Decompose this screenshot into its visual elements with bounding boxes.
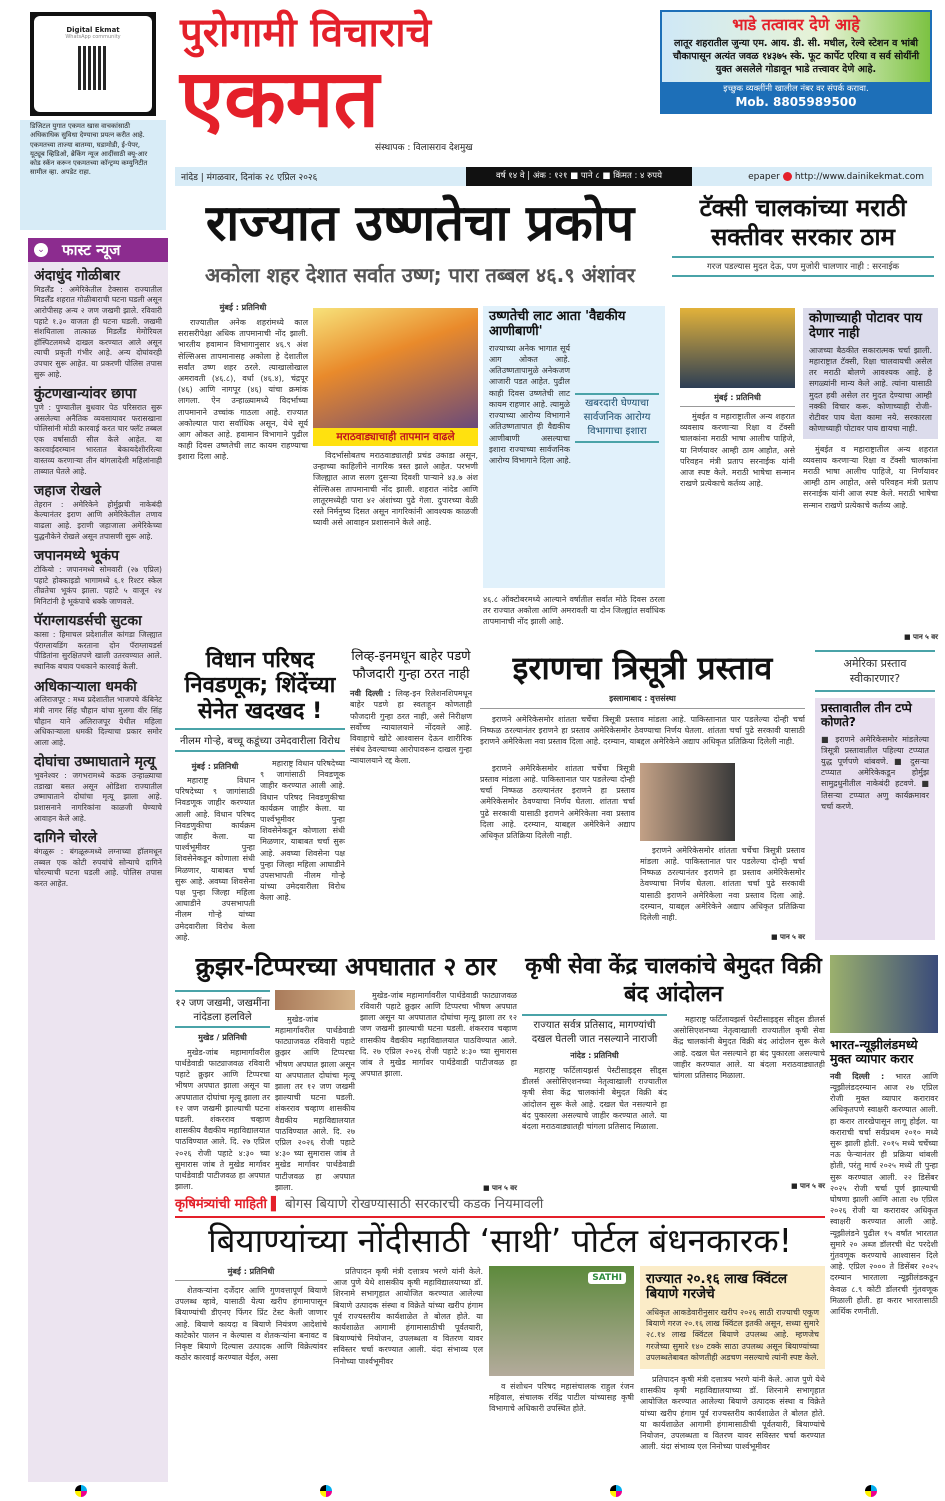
livein-body: नवी दिल्ली : लिव्ह-इन रिलेशनशिपमधून बाहेर पडणे हा स्वतःहून कोणताही फौजदारी गुन्हा ठरत नाही, असे निरीक्षण सर्वोच्च न्यायालयाने नोंदवले आहे. विवाहाचे खोटे आश्वासन देऊन शारीरिक संबंध ठेवल्याच्या आरोपावरून दाखल गुन्हा न्यायालयाने रद्द केला. (350, 689, 473, 766)
accident-subline: १२ जण जखमी, जखमींना नांदेडला हलविले (175, 990, 270, 1028)
krishi-body-2: महाराष्ट्र फर्टिलायझर्स पेस्टीसाइड्स सीड्स डीलर्स असोसिएशनच्या नेतृत्वाखाली राज्यातील कृषी सेवा केंद्र चालकांनी बेमुदत विक्री बंद आंदोलन सुरू केले आहे. दखल घेत नसल्याने हा बंद पुकारला असल्याचे जाहीर करण्यात आले. या बंदला मराठवाड्यातही चांगला प्रतिसाद मिळाला. (673, 1015, 825, 1081)
issue-info: वर्ष १४ वे | अंक : १२१ ■ पाने ८ ■ किंमत : ४ रुपये (466, 167, 692, 186)
seeds-body: शेतकऱ्यांना दर्जेदार आणि गुणवत्तापूर्ण बियाणे उपलब्ध व्हावे, यासाठी येत्या खरीप हंगामापासून बियाण्यांची डीएनए फिंगर प्रिंट टेस्ट केली जाणार आहे. बियाणे कायदा व बियाणे नियंत्रण आदेशांचे काटेकोर पालन न केल्यास व शेतकऱ्यांना बनावट व निकृष्ट बियाणे दिल्यास उत्पादक आणि विक्रेत्यांवर कठोर कारवाई करण्यात येईल, असा (175, 1285, 327, 1363)
taxi-side-box (803, 308, 938, 439)
iran-story (480, 650, 805, 942)
accident-body-2: मुखेड-जांब महामार्गावरील पार्थडेवाडी फाट्याजवळ रविवारी पहाटे क्रुझर आणि टिप्परचा भीषण अपघात झाला असून या अपघातात दोघांचा मृत्यू झाला तर १२ जण जखमी झाल्याची घटना घडली. शंकरराव चव्हाण शासकीय वैद्यकीय महाविद्यालयात पाठविण्यात आले. दि. २७ एप्रिल २०२६ रोजी पहाटे ४:३० च्या सुमारास जांब ते मुखेड मार्गावर पार्थडेवाडी पाटीजवळ हा अपघात झाला. (275, 1014, 355, 1192)
seeds-box (640, 1266, 825, 1369)
fast-news-column (28, 238, 168, 1482)
photo-caption: मराठवाड्याचाही तापमान वाढले (313, 428, 478, 446)
seeds-box-body: अधिकृत आकडेवारीनुसार खरीप २०२६ साठी राज्याची एकूण बियाणे गरज २०.१६ लाख क्विंटल इतकी असून, सध्या सुमारे २८.१४ लाख क्विंटल बियाणे उपलब्ध आहे. म्हणजेच गरजेच्या सुमारे १४० टक्के साठा उपलब्ध असून बियाण्यांच्या उपलब्धतेबाबत कोणतीही अडचण नसल्याचे त्यांनी स्पष्ट केले. (646, 1307, 819, 1362)
sathi-logo: SATHI (588, 1272, 626, 1284)
accident-body: मुखेड-जांब महामार्गावरील पार्थडेवाडी फाट्याजवळ रविवारी पहाटे क्रुझर आणि टिप्परचा भीषण अपघात झाला असून या अपघातात दोघांचा मृत्यू झाला तर १२ जण जखमी झाल्याची घटना घडली. शंकरराव चव्हाण शासकीय वैद्यकीय महाविद्यालयात पाठविण्यात आले. दि. २७ एप्रिल २०२६ रोजी पहाटे ४:३० च्या सुमारास जांब ते मुखेड मार्गावर पार्थडेवाडी पाटीजवळ हा अपघात झाला. (175, 1047, 270, 1192)
taxi-col-1 (680, 308, 795, 640)
seeds-kicker-2: बोगस बियाणे रोखण्यासाठी सरकारची कडक नियमावली (285, 1197, 544, 1212)
registration-mark (865, 1485, 877, 1497)
seeds-body-2: प्रतिपादन कृषी मंत्री दत्तात्रय भरणे यांनी केले. आज पुणे येथे शासकीय कृषी महाविद्यालयाच्या डॉ. शिरनामे सभागृहात आयोजित करण्यात आलेल्या बियाणे उत्पादक संस्था व विक्रेते यांच्या खरीप हंगाम पूर्व राज्यस्तरीय कार्यशाळेत ते बोलत होते. या कार्यशाळेत आगामी हंगामासाठीची पूर्वतयारी, बियाण्यांचे नियोजन, उपलब्धता व वितरण यावर सविस्तर चर्चा करण्यात आली. यंदा संभाव्य एल निनोच्या पार्श्वभूमीवर (333, 1266, 483, 1366)
masthead-tagline: पुरोगामी विचाराचे (180, 10, 432, 56)
registration-mark (320, 1485, 332, 1497)
iran-dateline: इस्लामाबाद : वृत्तसंस्था (480, 687, 805, 709)
fast-news-item[interactable]: अधिकाऱ्याला धमकी अलिराजपूर : मध्य प्रदेशातील भाजपचे कॅबिनेट मंत्री नागर सिंह चौहान यांचा मुलगा वीर सिंह चौहान याने अलिराजपूर येथील महिला अधिकाऱ्याला धमकी दिल्याचा प्रकार समोर आला आहे. (34, 678, 162, 747)
globe-icon (783, 172, 792, 181)
taxi-col-2 (803, 308, 938, 642)
ad-title: भाडे तत्वावर देणे आहे (732, 15, 860, 34)
lead-body-2: विदर्भासोबतच मराठवाड्यातही प्रचंड उकाडा असून, उन्हाच्या काहिलीने नागरिक त्रस्त झाले आहेत. परभणी जिल्ह्यात आज सलग दुसऱ्या दिवशी पाऱ्याने ४३.७ अंश सेल्सिअस तापमानाची नोंद झाली. शहरात नांदेड आणि लातूरमध्येही पारा ४२ अंशांच्या पुढे गेला. दुपारच्या वेळी रस्ते निर्मनुष्य दिसत असून नागरिकांनी आवश्यक काळजी घ्यावी असे आवाहन प्रशासनाने केले आहे. (313, 451, 478, 528)
lead-subhead: अकोला शहर देशात सर्वात उष्ण; पारा तब्बल ४६.९ अंशांवर (204, 263, 636, 287)
krishi-headline: कृषी सेवा केंद्र चालकांचे बेमुदत विक्री बंद आंदोलन (525, 954, 822, 1007)
krishi-continued-link[interactable]: ■ पान ५ वर (791, 1182, 825, 1190)
lead-footnote: ४६.८ ऑक्टोबरमध्ये आल्याने वर्षातील सर्वात मोठे दिवस ठरला तर राज्यात अकोला आणि अमरावती या दोन जिल्ह्यांत सर्वाधिक तापमानाची नोंद झाली आहे. (483, 595, 665, 627)
heat-column (483, 306, 665, 640)
taxi-headline: टॅक्सी चालकांच्या मराठी सक्तीवर सरकार ठाम (699, 194, 907, 251)
seeds-box-title: राज्यात २०.१६ लाख क्विंटल बियाणे गरजेचे (646, 1270, 788, 1303)
krishi-story (522, 953, 825, 1191)
livein-story (350, 648, 472, 936)
taxi-side-title: कोणाच्याही पोटावर पाय देणार नाही (809, 311, 922, 341)
accident-headline: क्रुझर-टिप्परच्या अपघातात २ ठार (195, 952, 497, 981)
council-body: महाराष्ट्र विधान परिषदेच्या ९ जागांसाठी निवडणूक जाहीर करण्यात आली आहे. विधान परिषद निवडणुकीचा कार्यक्रम जाहीर केला. या पार्श्वभूमीवर पुन्हा शिवसेनेकडून कोणाला संधी मिळणार, याबाबत चर्चा सुरू आहे. अवघ्या शिवसेना पक्ष पुन्हा जिल्हा महिला आघाडीने उपसभापती नीलम गोऱ्हे यांच्या उमेदवारीला विरोध केला आहे. (175, 775, 255, 942)
taxi-header (672, 194, 934, 304)
accident-continued-link[interactable]: ■ पान ५ वर (483, 1184, 517, 1192)
ad-body: लातूर शहरातील जुन्या एम. आय. डी. सी. मधील, रेल्वे स्टेशन व भांबी चौकापासून अत्यंत जवळ १४३७५ स्के. फूट कार्पेट एरिया व सर्व सोयींनी युक्त असलेले गोडावून भाडे तत्त्वावर देणे आहे. (672, 38, 920, 75)
accident-body-3: मुखेड-जांब महामार्गावरील पार्थडेवाडी फाट्याजवळ रविवारी पहाटे क्रुझर आणि टिप्परचा भीषण अपघात झाला असून या अपघातात दोघांचा मृत्यू झाला तर १२ जण जखमी झाल्याची घटना घडली. शंकरराव चव्हाण शासकीय वैद्यकीय महाविद्यालयात पाठविण्यात आले. दि. २७ एप्रिल २०२६ रोजी पहाटे ४:३० च्या सुमारास जांब ते मुखेड मार्गावर पार्थडेवाडी पाटीजवळ हा अपघात झाला. (360, 990, 517, 1079)
heat-box-body: खबरदारी घेण्याचा सार्वजनिक आरोग्य विभागाचा इशारा राज्याच्या अनेक भागात सूर्य आग ओकत आहे. अतिउष्णतापामुळे अनेकजण आजारी पडत आहेत. पुढील काही दिवस उष्णतेची लाट कायम राहणार आहे. त्यामुळे राज्याच्या आरोग्य विभागाने अतिउष्णतापात ही वैद्यकीय आणीबाणी असल्याचा इशारा राज्याच्या सार्वजनिक आरोग्य विभागाने दिला आहे. (489, 343, 659, 584)
iran-tag: अमेरिका प्रस्ताव स्वीकारणार? (815, 650, 935, 692)
seeds-body-3: व संशोधन परिषद महासंचालक राहुल रंजन महिवाल, संचालक रविंद्र पाटील यांच्यासह कृषी विभागाचे अधिकारी उपस्थित होते. (489, 1381, 634, 1414)
iran-stages-box (815, 698, 935, 940)
krishi-subline: राज्यात सर्वत्र प्रतिसाद, मागण्यांची दखल घेतली जात नसल्याने नाराजी (522, 1014, 667, 1046)
qr-code-icon[interactable] (78, 46, 108, 90)
council-subline: नीलम गोऱ्हे, बच्चू कडूंच्या उमेदवारीला विरोध (175, 728, 345, 752)
seed-sowing-photo (489, 1266, 634, 1376)
fast-news-header (28, 238, 168, 262)
iran-side (815, 650, 935, 940)
nz-headline: भारत-न्यूझीलंडमध्ये मुक्त व्यापार करार (830, 1037, 918, 1067)
qr-subtitle: WhatsApp community (65, 34, 121, 40)
iran-box-body: ■ इराणने अमेरिकेसमोर मांडलेल्या त्रिसूत्री प्रस्तावातील पहिल्या टप्प्यात युद्ध पूर्णपणे थांबवणे. ■ दुसऱ्या टप्प्यात अमेरिकेकडून होर्मुझ सामुद्रधुनीतील नाकेबंदी हटवणे. ■ तिसऱ्या टप्प्यात अणु कार्यक्रमावर चर्चा करणे. (821, 734, 929, 811)
registration-mark (75, 1485, 87, 1497)
taxi-body-2: मुंबईत व महाराष्ट्रातील अन्य शहरात व्यवसाय करणाऱ्या रिक्षा व टॅक्सी चालकांना मराठी भाषा आलीच पाहिजे, या निर्णयावर आम्ही ठाम आहोत, असे परिवहन मंत्री प्रताप सरनाईक यांनी आज स्पष्ट केले. मराठी भाषेचा सन्मान राखणे प्रत्येकाचे कर्तव्य आहे. (803, 444, 938, 510)
qr-description: डिजिटल युगात एकमत खास वाचकांसाठी अधिकाधिक सुविधा देण्याचा प्रयत्न करीत आहे. एकमतच्या ताज्या बातम्या, घडामोडी, ई-पेपर, यूट्यूब व्हिडिओ, ब्रेकिंग न्यूज आदींसाठी क्यू-आर कोड स्कॅन करून एकमतच्या कॉन्ट्रम्‍य कम्युनिटीत सामील व्हा. अपडेट राहा. (30, 122, 148, 177)
qr-title: Digital Ekmat (66, 26, 120, 34)
seeds-body-4: प्रतिपादन कृषी मंत्री दत्तात्रय भरणे यांनी केले. आज पुणे येथे शासकीय कृषी महाविद्यालयाच्या डॉ. शिरनामे सभागृहात आयोजित करण्यात आलेल्या बियाणे उत्पादक संस्था व विक्रेते यांच्या खरीप हंगाम पूर्व राज्यस्तरीय कार्यशाळेत ते बोलत होते. या कार्यशाळेत आगामी हंगामासाठीची पूर्वतयारी, बियाण्यांचे नियोजन, उपलब्धता व वितरण यावर सविस्तर चर्चा करण्यात आली. यंदा संभाव्य एल निनोच्या पार्श्वभूमीवर (640, 1374, 825, 1452)
krishi-body: महाराष्ट्र फर्टिलायझर्स पेस्टीसाइड्स सीड्स डीलर्स असोसिएशनच्या नेतृत्वाखाली राज्यातील कृषी सेवा केंद्र चालकांनी बेमुदत विक्री बंद आंदोलन सुरू केले आहे. दखल घेत नसल्याने हा बंद पुकारला असल्याचे जाहीर करण्यात आले. या बंदला मराठवाड्यातही चांगला प्रतिसाद मिळाला. (522, 1066, 667, 1132)
seeds-kicker-line: कृषिमंत्र्यांची माहिती ▌ बोगस बियाणे रोखण्यासाठी सरकारची कडक नियमावली (175, 1196, 825, 1218)
chevron-down-icon: ⌄ (34, 243, 48, 257)
seeds-kicker: कृषिमंत्र्यांची माहिती (175, 1197, 267, 1212)
fast-news-item[interactable]: जपानमध्ये भूकंप टोकियो : जपानमध्ये सोमवारी (२७ एप्रिल) पहाटे होक्काइडो भागामध्ये ६.१ रिश्टर स्केल तीव्रतेचा भूकंप झाला. पहाटे ५ वाजून २४ मिनिटांनी हे भूकंपाचे धक्के जाणवले. (34, 548, 162, 606)
council-dateline: मुंबई : प्रतिनिधी (191, 761, 239, 771)
lead-col-2 (313, 308, 478, 596)
nz-story (830, 955, 938, 1482)
taxi-body: मुंबईत व महाराष्ट्रातील अन्य शहरात व्यवसाय करणाऱ्या रिक्षा व टॅक्सी चालकांना मराठी भाषा आलीच पाहिजे, या निर्णयावर आम्ही ठाम आहोत, असे परिवहन मंत्री प्रताप सरनाईक यांनी आज स्पष्ट केले. मराठी भाषेचा सन्मान राखणे प्रत्येकाचे कर्तव्य आहे. (680, 412, 795, 489)
lead-dateline: मुंबई : प्रतिनिधी (219, 303, 267, 312)
minister-photo (680, 308, 795, 388)
ad-contact: इच्छुक व्यक्तींनी खालील नंबर वर संपर्क करावा. (723, 84, 869, 94)
fast-news-item[interactable]: दागिने चोरले बंगळूरू : बंगळूरूमध्ये लग्नाच्या हॉलमधून तब्बल एक कोटी रुपयांचे सोन्याचे दागिने चोरल्याची घटना घडली आहे. पोलिस तपास करत आहेत. (34, 830, 162, 888)
masthead-logo: एकमत (180, 52, 380, 145)
lead-headline: राज्यात उष्णतेचा प्रकोप (205, 194, 635, 252)
founder-line: संस्थापक : विलासराव देशमुख (375, 143, 473, 153)
krishi-dateline: नांदेड : प्रतिनिधी (570, 1051, 619, 1060)
council-headline: विधान परिषद निवडणूक; शिंदेंच्या सेनेत खदखद ! (184, 648, 336, 724)
iran-body-3: इराणने अमेरिकेसमोर शांतता चर्चेचा त्रिसूत्री प्रस्ताव मांडला आहे. पाकिस्तानात पार पडलेल्या दोन्ही चर्चा निष्फळ ठरल्यानंतर इराणने हा प्रस्ताव अमेरिकेसमोर ठेवण्याचा निर्णय घेतला. शांतता चर्चा पुढे सरकावी यासाठी इराणने अमेरिकेला नवा प्रस्ताव दिला आहे. दरम्यान, याबद्दल अमेरिकेने अद्याप अधिकृत प्रतिक्रिया दिलेली नाही. (640, 845, 805, 923)
epaper-label: epaper (748, 171, 780, 182)
iran-box-title: प्रस्तावातील तीन टप्पे कोणते? (821, 701, 912, 729)
lead-col-1 (178, 302, 308, 640)
epaper-link[interactable]: http://www.dainikekmat.com (794, 171, 924, 182)
heat-box-title: उष्णतेची लाट आता 'वैद्यकीय आणीबाणी' (489, 309, 626, 339)
fast-news-item[interactable]: पॅराग्लायडर्सची सुटका कासा : हिमाचल प्रदेशातील कांगडा जिल्ह्यात पॅराग्लायडिंग करताना दोन पॅराग्लायडर्स पीडितांना सुरक्षितपणे खाली उतरवण्यात आले. स्थानिक बचाव पथकाने कारवाई केली. (34, 613, 162, 672)
fast-news-item[interactable]: जहाज रोखले तेहरान : अमेरिकेने होर्मुझची नाकेबंदी केल्यानंतर इराण आणि अमेरिकेतील तणाव वाढला आहे. इराणी जहाजाला अमेरिकेच्या युद्धनौकेने रोखले असून तपासणी सुरू आहे. (34, 483, 162, 541)
iran-body: इराणने अमेरिकेसमोर शांतता चर्चेचा त्रिसूत्री प्रस्ताव मांडला आहे. पाकिस्तानात पार पडलेल्या दोन्ही चर्चा निष्फळ ठरल्यानंतर इराणने हा प्रस्ताव अमेरिकेसमोर ठेवण्याचा निर्णय घेतला. शांतता चर्चा पुढे सरकावी यासाठी इराणने अमेरिकेला नवा प्रस्ताव दिला आहे. दरम्यान, याबद्दल अमेरिकेने अद्याप अधिकृत प्रतिक्रिया दिलेली नाही. (480, 714, 805, 747)
council-body-2: महाराष्ट्र विधान परिषदेच्या ९ जागांसाठी निवडणूक जाहीर करण्यात आली आहे. विधान परिषद निवडणुकीचा कार्यक्रम जाहीर केला. या पार्श्वभूमीवर पुन्हा शिवसेनेकडून कोणाला संधी मिळणार, याबाबत चर्चा सुरू आहे. अवघ्या शिवसेना पक्ष पुन्हा जिल्हा महिला आघाडीने उपसभापती नीलम गोऱ्हे यांच्या उमेदवारीला विरोध केला आहे. (260, 758, 345, 903)
seeds-story (175, 1196, 825, 1482)
heatwave-photo (313, 308, 478, 428)
ad-mobile: Mob. 8805989500 (735, 95, 857, 109)
date-bar (175, 167, 932, 186)
iran-continued-link[interactable]: ■ पान ५ वर (771, 933, 805, 941)
rental-ad[interactable] (660, 10, 932, 114)
taxi-continued-link[interactable]: ■ पान ५ वर (904, 633, 938, 641)
taxi-subline: गरज पडल्यास मुदत देऊ, पण मुजोरी चालणार नाही : सरनाईक (672, 256, 934, 277)
place-date: नांदेड | मंगळवार, दिनांक २८ एप्रिल २०२६ (181, 173, 318, 183)
heat-box (483, 306, 665, 588)
fast-news-item[interactable]: अंदाधुंद गोळीबार मिडलँड : अमेरिकेतील टेक्सास राज्यातील मिडलँड शहरात गोळीबाराची घटना घडली असून आरोपीसह अन्य २ जण जखमी झाले. रविवारी पहाटे १.३० वाजता ही घटना घडली. जखमी संशयिताला तात्काळ मिडलँड मेमोरियल हॉस्पिटलमध्ये दाखल करण्यात आले असून त्याची प्रकृती गंभीर आहे. अन्य दोघांवरही उपचार सुरू आहेत. या प्रकरणी पोलिस तपास सुरू आहे. (34, 268, 162, 379)
livein-headline: लिव्ह-इनमधून बाहेर पडणे फौजदारी गुन्हा ठरत नाही (351, 649, 471, 682)
accident-story (175, 953, 517, 1193)
victims-photo (275, 990, 355, 1010)
heat-pull-quote: खबरदारी घेण्याचा सार्वजनिक आरोग्य विभागाचा इशारा (575, 393, 659, 443)
iran-headline: इराणचा त्रिसूत्री प्रस्ताव (512, 649, 773, 687)
fast-news-item[interactable]: दोघांचा उष्माघाताने मृत्यू भुवनेश्वर : जगभरामध्ये कडक उन्हाळ्याचा तडाखा बसत असून ओडिशा राज्यातील उष्माघाताने दोघांचा मृत्यू झाला आहे. प्रशासनाने नागरिकांना काळजी घेण्याचे आवाहन केले आहे. (34, 754, 162, 823)
accident-dateline: मुखेड / प्रतिनिधी (198, 1032, 247, 1042)
seeds-headline: बियाण्यांच्या नोंदीसाठी ‘साथी’ पोर्टल बंधनकारक! (208, 1221, 792, 1260)
taxi-dateline: मुंबई : प्रतिनिधी (680, 388, 795, 407)
leaders-photo (640, 763, 735, 841)
taxi-side-body: आजच्या बैठकीत सकारात्मक चर्चा झाली. महाराष्ट्रात टॅक्सी, रिक्षा चालवायची असेल तर मराठी बोलणे आवश्यक आहे. हे सगळ्यांनी मान्य केले आहे. त्यांना यासाठी मुदत हवी असेल तर मुदत देण्याचा आम्ही नक्की विचार करू. कोणाच्याही रोजी-रोटीवर पाय येता कामा नये. सरकारला कोणाच्याही पोटावर पाय द्यायचा नाही. (809, 345, 932, 434)
registration-mark (610, 1485, 622, 1497)
seeds-dateline: मुंबई : प्रतिनिधी (175, 1266, 327, 1281)
lead-body: राज्यातील अनेक शहरांमध्ये काल सरासरीपेक्षा अधिक तापमानाची नोंद झाली. भारतीय हवामान विभागानुसार ४६.९ अंश सेल्सिअस तापमानासह अकोला हे देशातील सर्वांत उष्ण शहर ठरले. त्याखालोखाल अमरावती (४६.८), वर्धा (४६.४), चंद्रपूर (४६) आणि नागपूर (४६) यांचा क्रमांक लागला. ऐन उन्हाळ्यामध्ये विदर्भाच्या तापमानाने उच्चांक गाठला आहे. राज्यात अकोल्यात पारा सर्वाधिक असून, येथे सूर्य आग ओकत आहे. हवामान विभागाने पुढील काही दिवस उष्णतेची लाट कायम राहण्याचा इशारा दिला आहे. (178, 318, 308, 462)
council-story (175, 648, 345, 942)
qr-card (30, 12, 156, 116)
nz-india-photo (830, 955, 938, 1033)
lead-header (175, 192, 665, 300)
iran-body-2: इराणने अमेरिकेसमोर शांतता चर्चेचा त्रिसूत्री प्रस्ताव मांडला आहे. पाकिस्तानात पार पडलेल्या दोन्ही चर्चा निष्फळ ठरल्यानंतर इराणने हा प्रस्ताव अमेरिकेसमोर ठेवण्याचा निर्णय घेतला. शांतता चर्चा पुढे सरकावी यासाठी इराणने अमेरिकेला नवा प्रस्ताव दिला आहे. दरम्यान, याबद्दल अमेरिकेने अद्याप अधिकृत प्रतिक्रिया दिलेली नाही. (480, 763, 635, 841)
masthead (180, 10, 650, 164)
fast-news-label: फास्ट न्यूज (62, 241, 121, 259)
fast-news-item[interactable]: कुंटणखान्यांवर छापा पुणे : पुण्यातील बुधवार पेठ परिसरात सुरू असलेल्या अनैतिक व्यवसायावर फरासखाना पोलिसांनी मोठी कारवाई करत चार फ्लॅट तब्बल एक वर्षासाठी सील केले आहेत. या कारवाईदरम्यान भारतात बेकायदेशीररित्या वास्तव्य करणाऱ्या तीन बांगलादेशी महिलांनाही ताब्यात घेतले आहे. (34, 386, 162, 476)
qr-panel (20, 8, 166, 182)
nz-body: नवी दिल्ली : भारत आणि न्यूझीलंडदरम्यान आज २७ एप्रिल रोजी मुक्त व्यापार करारावर अधिकृतपणे स्वाक्षरी करण्यात आली. हा करार तारखेपासून लागू होईल. या कराराची चर्चा सर्वप्रथम २०१० मध्ये सुरू झाली होती. २०१५ मध्ये चर्चेच्या नऊ फेऱ्यानंतर ही प्रक्रिया थांबली होती, परंतु मार्च २०२५ मध्ये ती पुन्हा सुरू करण्यात आली. २२ डिसेंबर २०२५ रोजी चर्चा पूर्ण झाल्याची घोषणा झाली आणि आता २७ एप्रिल २०२६ रोजी या करारावर अधिकृत स्वाक्षरी करण्यात आली आहे. न्यूझीलंडने पुढील १५ वर्षांत भारतात सुमारे २० अब्ज डॉलरची थेट परदेशी गुंतवणूक करण्याचे आश्वासन दिले आहे. एप्रिल २००० ते डिसेंबर २०२५ दरम्यान भारताला न्यूझीलंडकडून केवळ ८.९ कोटी डॉलरची गुंतवणूक मिळाली होती. हा करार भारतासाठी आर्थिक रणनीती. (830, 1071, 938, 1317)
